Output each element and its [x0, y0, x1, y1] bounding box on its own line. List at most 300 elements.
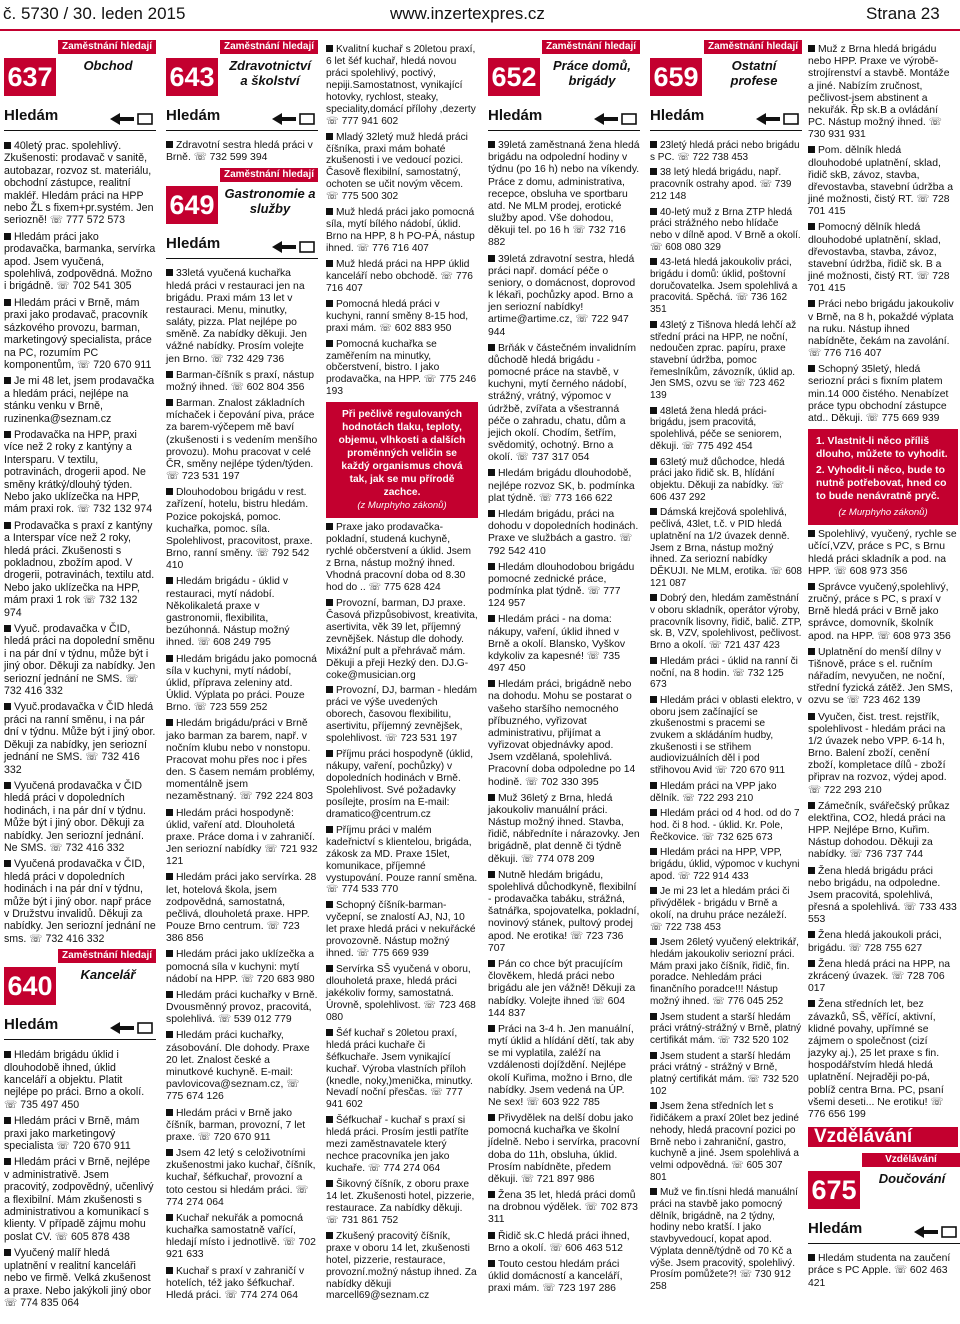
ad-list [166, 140, 318, 164]
classified-ad [326, 522, 478, 594]
murphy-tips [808, 429, 958, 525]
arrow-icon [108, 112, 154, 126]
ad-list [4, 140, 156, 945]
bullet-square-icon [4, 377, 11, 384]
classified-ad [488, 509, 640, 558]
bullet-square-icon [650, 141, 657, 148]
bullet-square-icon [4, 1051, 11, 1058]
classified-ad [650, 140, 802, 163]
classified-ad [808, 999, 958, 1121]
ad-text: Šéf kuchař s 20letou praxí, hledá práci kuchaře či šéfkuchaře. Jsem vynikající kuchař. Výroba vlastních příloh (knedle, noky,)menička, minutky. Nevadí noční přesčas. ☏ 777 941 602 [326, 1027, 473, 1111]
bullet-square-icon [808, 931, 815, 938]
section-rule [650, 130, 802, 131]
classified-ad [488, 140, 640, 250]
classified-ad [488, 614, 640, 675]
classified-ad [808, 222, 958, 295]
classified-ad [166, 1266, 318, 1303]
classified-ad [650, 1187, 802, 1292]
category-tab: Vzdělávání [862, 1153, 960, 1167]
bullet-square-icon [4, 142, 11, 149]
ad-text: Hledám práci v Brně jako číšník, barman, provozní, 7 let praxe. ☏ 720 670 911 [166, 1107, 306, 1143]
column-3 [326, 44, 478, 1306]
arrow-icon [270, 240, 316, 254]
ad-text: Hledám dlouhodobou brigádu pomocné zednické práce, podmínka plat týdně. ☏ 777 124 957 [488, 561, 635, 610]
ad-text: Muž hledá práci jako pomocná síla, mytí bílého nádobí, úklid. Brno na HPP, 8 h PO-PÁ, nástup ihned. ☏ 776 716 407 [326, 207, 475, 254]
ad-text: Řidič sk.C hledá práci ihned, Brno a okolí. ☏ 606 463 512 [488, 1230, 630, 1254]
classified-ad [4, 1115, 156, 1152]
classified-ad [166, 718, 318, 803]
ad-text: Příjmu práci hospodyně (úklid, nákupy, vaření, pochůzky) v dopoledních hodinách v Brně. Spolehlivost. Své požadavky posílejte, prosím na E-mail: dramatico@centrum.cz [326, 749, 474, 820]
tips-signature: (z Murphyho zákonů) [838, 507, 928, 519]
bullet-square-icon [326, 1232, 333, 1239]
classified-ad [650, 406, 802, 453]
bullet-square-icon [650, 938, 657, 945]
bullet-square-icon [326, 260, 333, 267]
ad-text: Schopný číšník-barman-vyčepní, se znalostí AJ, NJ, 10 let praxe hledá práci v nekuřácké provozovně. Nástup možný ihned. ☏ 775 669 939 [326, 900, 476, 960]
ad-text: Vyučená prodavačka v ČID hledá práci v dopoledních hodinách, i na pár dní v týdnu. Může být i jiný obor. Děkuji za nabídky. Jen seriozní jednání. Ne SMS. ☏ 732 416 332 [4, 779, 146, 854]
classified-ad [326, 1179, 478, 1227]
hledam-label: Hledám [4, 107, 59, 124]
classified-ad [326, 825, 478, 897]
ad-text: 63letý muž důchodce, hledá práci jako řidič sk. B, hlídání objektu. Děkuji za nabídky. ☏ 606 437 292 [650, 456, 785, 503]
ad-text: Vyučená prodavačka v ČID, hledá práci v dopoledních hodinách i na pár dní v týdnu, může být i jiný obor. např práce v Družstvu invalidů. Děkuji za nabídky. Jen seriozní jednání ne sms. ☏ 732 416 332 [4, 858, 156, 945]
bullet-square-icon [488, 960, 495, 967]
ad-text: Schopný 35letý, hledá seriozní práci s fixním platem min.14 000 čistého. Nenabízet práce typu obchodní zástupce atd.. Děkuji. ☏ 775 669 939 [808, 364, 949, 424]
section-number: 675 [808, 1171, 860, 1209]
ad-text: Hledám práci na HPP, VPP, brigádu, úklid, výpomoc v kuchyni apod. ☏ 722 914 433 [650, 847, 800, 882]
bullet-square-icon [166, 1149, 173, 1156]
classified-ad [650, 320, 802, 402]
bullet-square-icon [166, 809, 173, 816]
ad-text: Hledám práci - úklid na ranní či noční, na 8 hodin. ☏ 732 125 673 [650, 655, 798, 691]
classified-ad [488, 343, 640, 465]
bullet-square-icon [808, 45, 815, 52]
ad-text: Uplatnění do menší dílny v Tišnově, práce s el. ručním nářadím, nevyučen, ne noční, střední fyzická zátěž. Jen SMS, ozvu se ☏ 723 462 139 [808, 646, 953, 707]
classified-ad [650, 457, 802, 504]
ad-text: Pomocná hledá práci v kuchyni, ranní směny 8-15 hod, praxi mám. ☏ 602 883 950 [326, 298, 469, 334]
ad-list [650, 140, 802, 1293]
arrow-icon [912, 1225, 958, 1239]
hledam-label: Hledám [4, 1016, 59, 1034]
section-title: Gastronomie a služby [224, 186, 316, 217]
ad-text: Žena hledá brigádu práci nebo brigádu, na odpoledne. Jsem pracovitá, spolehlivá, přesná a spolehlivá. ☏ 733 433 553 [808, 865, 957, 926]
ad-text: Brňák v částečném invalidním důchodě hledá brigádu - pomocné práce na stavbě, v kuchyni, mytí černého nádobí, strážný, vrátný, výpomoc v údržbě, zvířata a všestranná péče o zahradu, chatu, dům a jejich okolí. Chodím, šetřím, svědomitý, ochotný. Brno a okolí. ☏ 737 317 054 [488, 342, 637, 464]
section-675-header [808, 1153, 958, 1247]
bullet-square-icon [166, 488, 173, 495]
ad-text: Dobrý den, hledám zaměstnání v oboru skladník, operátor výroby, pracovník lisovny, řidič, balič. ZTP, sk. B, VZV, spolehlivost, pečlivost. Brno a okolí. ☏ 721 437 423 [650, 593, 802, 652]
ad-text: Hledám práci, brigádně nebo na dohodu. Mohu se postarat o vašeho staršího nemocného příbuzného, vyřizovat administrativu, přijímat a vyřizovat objednávky apod. Jsem vzdělaná, spolehlivá. Pracovní doba odpoledne po 14 hodině. ☏ 702 330 395 [488, 679, 636, 788]
classified-ad [326, 749, 478, 821]
section-number: 649 [166, 186, 218, 224]
section-number: 640 [4, 967, 56, 1005]
bullet-square-icon [488, 141, 495, 148]
bullet-square-icon [650, 848, 657, 855]
bullet-square-icon [650, 657, 657, 664]
ad-text: Zámečník, svářečský průkaz elektřina, CO2, hledá práci na HPP. Nejlépe Brno, Kuřim. Nástup dohodou. Děkuji za nabídky. ☏ 736 737 744 [808, 800, 950, 861]
ad-text: Hledám práci na VPP jako dělník. ☏ 722 293 210 [650, 780, 777, 804]
ad-text: Nutně hledám brigádu, spolehlivá důchodkyně, flexibilní - prodavačka tabáku, strážná, šatnářka, spojovatelka, pokladní, novinový stánek, pultový prodej apod. Ne erotika! ☏ 723 736 707 [488, 869, 640, 954]
section-637-header [4, 40, 156, 134]
bullet-square-icon [488, 1025, 495, 1032]
ad-text: Kuchař s praxí v zahraničí v hotelích, též jako šéfkuchař. Hledá práci. ☏ 774 274 064 [166, 1265, 305, 1301]
classified-ad [326, 1115, 478, 1175]
bullet-square-icon [4, 782, 11, 789]
ad-text: 23letý hledá práci nebo brigádu s PC. ☏ 722 738 453 [650, 140, 800, 163]
classified-ad [326, 900, 478, 960]
bullet-square-icon [808, 365, 815, 372]
ad-text: Jsem žena středních let s řidičákem a praxí 20let bez jediné nehody, hledá pracovní pozici po Brně nebo i zahraniční, gastro, kuchyně a jiné. Jsem spolehlivá a velmi odpovědná. ☏ 605 307 801 [650, 1101, 799, 1183]
header-rule [0, 29, 960, 31]
ad-text: Přivydělek na delší dobu jako pomocná kuchařka ve školní jídelně. Nebo i servírka, pracovní doba do 11h, obsluha, úklid. Prosím nabídněte, předem děkuji. ☏ 721 897 986 [488, 1113, 640, 1185]
bullet-square-icon [326, 901, 333, 908]
arrow-icon [108, 1021, 154, 1035]
bullet-square-icon [650, 696, 657, 703]
ad-text: Servírka SŠ vyučená v oboru, dlouholetá praxe, hledá práci jakékoliv formy, samostatná. Úrovně, spolehlivost. ☏ 723 468 080 [326, 964, 476, 1023]
ad-text: Vyuč. prodavačka v ČID, hledá práci na dopolední směnu i na pár dní v týdnu, může být i jiný obor. Děkuji za nabídky. Jen seriozní jednání ne SMS. ☏ 732 416 332 [4, 623, 156, 698]
bullet-square-icon [808, 1000, 815, 1007]
section-title: Obchod [83, 58, 133, 73]
tip-item: 2. Vyhodit-li něco, bude to nutně potřebovat, hned co to bude nenávratně pryč. [816, 465, 947, 503]
classified-ad [650, 167, 802, 202]
issue-info: č. 5730 / 30. leden 2015 [3, 4, 186, 23]
classified-ad [4, 1156, 156, 1243]
classified-ad [488, 870, 640, 955]
bullet-square-icon [488, 1260, 495, 1267]
classified-ad [166, 872, 318, 945]
classified-ad [488, 468, 640, 505]
bullet-square-icon [4, 703, 11, 710]
classified-ad [808, 299, 958, 360]
ad-text: Hledám práci kuchařky v Brně. Dvousměnný provoz, pracovitá, spolehlivá. ☏ 539 012 779 [166, 989, 318, 1026]
classified-ad [808, 647, 958, 708]
bullet-square-icon [488, 563, 495, 570]
classified-ad [166, 370, 318, 394]
section-640-header [4, 949, 156, 1043]
classified-ad [650, 507, 802, 589]
classified-ad [650, 207, 802, 254]
bullet-square-icon [808, 713, 815, 720]
classified-ad [808, 712, 958, 797]
bullet-square-icon [326, 45, 333, 52]
classified-ad [166, 1108, 318, 1145]
classified-ad [808, 582, 958, 643]
bullet-square-icon [4, 431, 11, 438]
ad-text: Kuchař nekuřák a pomocná kuchařka samostatně vařící, hledají místo i jednotlivě. ☏ 702 921 633 [166, 1212, 316, 1261]
ad-text: 39letá zdravotní sestra, hledá práci např. domácí péče o seniory, o domácnost, doprovod k lékaři, pochůzky apod. Brno a jen seriozní nabídky! artime@artime.cz, ☏ 722 947 944 [488, 253, 636, 338]
bullet-square-icon [166, 1214, 173, 1221]
bullet-square-icon [650, 809, 657, 816]
ad-list [488, 140, 640, 1295]
bullet-square-icon [326, 750, 333, 757]
classified-ad [4, 520, 156, 619]
bullet-square-icon [166, 577, 173, 584]
classified-ad [650, 1101, 802, 1183]
bullet-square-icon [808, 530, 815, 537]
ad-text: 38 letý hledá brigádu, např. pracovník ostrahy apod. ☏ 739 212 148 [650, 167, 792, 202]
classified-ad [650, 593, 802, 652]
ad-text: Jsem 42 letý s celoživotními zkušenostmi jako kuchař, číšník, kuchař, šéfkuchař, provozní a toto cestou si hledám práci. ☏ 774 274 064 [166, 1148, 316, 1208]
hledam-label: Hledám [166, 235, 221, 253]
bullet-square-icon [488, 871, 495, 878]
ad-text: Prodavačka s praxí z kantýny a Interspar více než 2 roky, hledá práci. Zkušenosti s pokladnou, zbožím apod. V drogerii, potravinách, textilu atd. Nebo jako uklízečka na HPP, mám praxi 1 rok ☏ 732 132 974 [4, 519, 155, 619]
bullet-square-icon [326, 1116, 333, 1123]
bullet-square-icon [326, 133, 333, 140]
bullet-square-icon [4, 1249, 11, 1256]
classified-ad [4, 1049, 156, 1111]
classified-ad [650, 886, 802, 933]
ad-text: Mladý 32letý muž hledá práci číšníka, praxi mám bohaté zkušenosti i ve vedoucí pozici. Časově flexibilní, samostatný, ochoten se učit novým věcem. ☏ 775 500 302 [326, 131, 468, 203]
ad-text: Hledám práci kuchařky, zásobování. Dle dohody. Praxe 20 let. Znalost české a minutkové kuchyně. E-mail: pavlovicova@seznam.cz, ☏ 775 674 126 [166, 1030, 310, 1103]
section-rule [4, 1039, 156, 1040]
ad-list [808, 529, 958, 1121]
ad-text: Je mi 48 let, jsem prodavačka a hledám práci, nejlépe na stánku venku v Brně, ruzinenka@seznam.cz [4, 375, 155, 425]
section-title: Práce domů, brigády [552, 58, 632, 88]
column-2 [166, 40, 318, 1306]
ad-text: Jsem student a starší hledám práci vrátný - strážný v Brně, platný certifikát mám. ☏ 732 520 102 [650, 1050, 799, 1097]
classified-ad [4, 780, 156, 854]
ad-text: Hledám brigádu jako pomocná síla v kuchyni, mytí nádobí, úklid, příprava zeleniny atd. Úklid. Výplata po práci. Pouze Brno. ☏ 723 559 252 [166, 653, 317, 714]
classified-ad [166, 1030, 318, 1103]
bullet-square-icon [326, 826, 333, 833]
bullet-square-icon [166, 655, 173, 662]
ad-text: Spolehlivý, vyučený, rychle se učící,VZV, práce s PC, s Brnu hledá práci skladník a pod. na HPP. ☏ 608 973 356 [808, 529, 957, 577]
bullet-square-icon [650, 594, 657, 601]
classified-ad [808, 866, 958, 927]
classified-ad [166, 654, 318, 715]
classified-ad [488, 1190, 640, 1227]
arrow-icon [592, 112, 638, 126]
ad-list [166, 268, 318, 1302]
bullet-square-icon [326, 1029, 333, 1036]
category-tab: Zaměstnání hledají [704, 40, 802, 54]
bullet-square-icon [326, 599, 333, 606]
bullet-square-icon [326, 208, 333, 215]
section-659-header [650, 40, 802, 134]
classified-ad [808, 930, 958, 954]
ad-text: Práci na 3-4 h. Jen manuální, mytí úklid a hlídání dětí, tak aby se mi vyplatila, zaléží na vzdálenosti dojíždění. Nejlépe okolí Kuřima, možno i Brno, dle nabídky. Jsem vedená na ÚP. Ne sex! ☏ 603 922 785 [488, 1023, 635, 1108]
bullet-square-icon [326, 523, 333, 530]
section-title: Ostatní profese [730, 58, 778, 88]
category-tab: Zaměstnání hledají [220, 168, 318, 182]
ad-text: Žena 35 let, hledá práci domů na drobnou výdělek. ☏ 702 873 311 [488, 1190, 638, 1226]
ad-text: Příjmu práci v malém kadeřnictví s klientelou, brigáda, zákosk za MD. Praxe 15let, komunikace, příjemné vystupování. Pouze ranní směna. ☏ 774 533 770 [326, 824, 478, 896]
bullet-square-icon [650, 258, 657, 265]
classified-ad [166, 949, 318, 986]
classified-ad [166, 990, 318, 1027]
classified-ad [650, 1012, 802, 1047]
bullet-square-icon [650, 321, 657, 328]
ad-text: 39letá zaměstnaná žena hledá brigádu na odpolední hodiny v týdnu (po 16 h) nebo na víkendy. Práce z domu, administrativa, recepce, obsluha ve sportbaru atd. Ne MLM prodej, erotické služby apod. Vše dohodou, děkuji tel. po 16 h ☏ 732 716 882 [488, 140, 640, 249]
ad-text: Hledám práci jako servírka. 28 let, hotelová škola, jsem zodpovědná, samostatná, pečlivá, dlouholetá praxe. HPP. Pouze Brno centrum. ☏ 723 386 856 [166, 872, 317, 945]
bullet-square-icon [326, 965, 333, 972]
bullet-square-icon [326, 300, 333, 307]
ad-text: Vyučen, čist. trest. rejstřík, spolehlivost - hledám práci na 1/2 úvazek nebo VPP. 6-14 h, Brno. Balení zboží, cenění zboží, kompletace dílů - zboží připrav na rozvoz, výdej apod. ☏ 722 293 210 [808, 711, 947, 796]
section-title: Doučování [878, 1171, 946, 1187]
bullet-square-icon [166, 950, 173, 957]
bullet-square-icon [166, 141, 173, 148]
bullet-square-icon [488, 255, 495, 262]
classified-ad [808, 529, 958, 578]
bullet-square-icon [488, 615, 495, 622]
classified-ad [4, 701, 156, 775]
ad-text: Jsem 26letý vyučený elektrikář, hledám jakoukoliv seriozní práci. Mám praxi jako číšník, řidič, fin. poradce. Nehledám práci finančního poradce!!! Nástup možný ihned. ☏ 776 045 252 [650, 937, 799, 1007]
section-number: 659 [650, 58, 702, 96]
bullet-square-icon [808, 867, 815, 874]
ad-text: Muž ve fin.tísni hledá manuální práci na stavbě jako pomocný dělník, brigádně, na 2 týdny, hodiny nebo kratší. I jako stavbyvedoucí, kopat apod. Výplata denně/týdně od 70 Kč a výše. Jsem pracovitý, spolehlivý. Prosím pomůžete?! ☏ 730 912 258 [650, 1187, 798, 1292]
category-heading: Vzdělávání [808, 1127, 958, 1147]
classified-ad [326, 964, 478, 1024]
ad-text: Hledám studenta na zaučení práce s PC Apple. ☏ 602 463 421 [808, 1253, 951, 1289]
ad-text: Hledám brigádu úklid i dlouhodobě ihned, úklid kanceláří a objektu. Platit nejlépe po práci. Brno a okolí. ☏ 735 497 450 [4, 1049, 145, 1111]
bullet-square-icon [488, 344, 495, 351]
column-4 [488, 40, 640, 1299]
ad-text: Barman-číšník s praxí, nástup možný ihned. ☏ 602 804 356 [166, 369, 315, 393]
classified-ad [166, 576, 318, 649]
bullet-square-icon [650, 508, 657, 515]
bullet-square-icon [4, 233, 11, 240]
classified-ad [488, 254, 640, 339]
classified-ad [4, 140, 156, 227]
classified-ad [326, 299, 478, 335]
bullet-square-icon [4, 299, 11, 306]
classified-ad [166, 140, 318, 164]
ad-text: Barman. Znalost základních míchaček i čepování piva, práce za barem-výčepem mě baví (zkušenosti i s vedením menšího provozu). Mohu pracovat v celé ČR, směny nejlépe týden/týden. ☏ 723 531 197 [166, 398, 318, 483]
classified-ad [326, 207, 478, 255]
bullet-square-icon [166, 269, 173, 276]
bullet-square-icon [808, 1254, 815, 1261]
ad-text: Pomocná kuchařka se zaměřením na minutky, občerstvení, bistro. I jako prodavačka, na HPP. ☏ 775 246 193 [326, 338, 477, 398]
classified-ad [4, 375, 156, 425]
murphy-notice [326, 402, 478, 518]
ad-text: 48letá žena hledá práci-brigádu, jsem pracovitá, spolehlivá, péče se seniorem, děkuji. ☏ 775 492 454 [650, 405, 782, 452]
ad-text: Hledám práci v Brně, mám praxi jako prodavač, pracovník sázkového provozu, barman, marketingový specialista, práce na PC, rozumím PC komponentům, ☏ 720 670 911 [4, 296, 152, 371]
classified-ad [650, 847, 802, 882]
ad-text: Pom. dělník hledá dlouhodobé uplatnění, sklad, řidič skB, závoz, stavba, dřevostavba, stavební údržba a jiné možnosti, čistý RT. ☏ 728 701 415 [808, 145, 953, 218]
ad-text: Dlouhodobou brigádu v rest. zařízení, hotelu, bistru hledám. Pozice pokojská, pomoc. kuchařka, pomoc. síla. Spolehlivost, pracovitost, praxe. Brno, ranní směny. ☏ 792 542 410 [166, 487, 313, 572]
bullet-square-icon [488, 1232, 495, 1239]
classified-ad [326, 339, 478, 399]
classified-ad [4, 231, 156, 293]
ad-text: Vyuč.prodavačka v ČID hledá práci na ranní směnu, i na pár dní v týdnu. Může být i jiný obor. Děkuji za nabídky, jen seriozní jednání ne SMS. ☏ 732 416 332 [4, 701, 156, 776]
section-title: Zdravotnictví a školství [229, 58, 311, 88]
classified-ad [488, 1113, 640, 1186]
ad-text: Hledám práci v oblasti elektro, v oboru jsem začínající se zkušenostmi s pracemi se zvukem a skládáním hudby, zkušenosti i se střihem audiovizuálních děl i pod střihovou Avid ☏ 720 670 911 [650, 694, 802, 777]
arrow-icon [754, 112, 800, 126]
ad-text: Hledám práci jako uklízečka a pomocná síla v kuchyni: mytí nádobí na HPP. ☏ 720 683 980 [166, 949, 315, 985]
site-link[interactable]: www.inzertexpres.cz [390, 4, 545, 23]
ad-text: Práci nebo brigádu jakoukoliv v Brně, na 8 h, pokaždé výplata na ruku. Nástup ihned nabídněte, čekám na zavolání. ☏ 776 716 407 [808, 299, 954, 360]
classified-ad [650, 656, 802, 691]
bullet-square-icon [488, 469, 495, 476]
ad-text: Hledám práci jako prodavačka, barmanka, servírka apod. Jsem vyučená, spolehlivá, zodpovědná. Možno i brigádně. ☏ 702 541 305 [4, 230, 156, 293]
ad-text: 33letá vyučená kuchařka hledá práci v restauraci jen na brigádu. Praxi mám 13 let v restauraci. Menu, minutky, saláty, pizza. Plat nejlépe po směně. Za nabídky děkuji. Jen vážné nabídky. Prosím volejte jen Brno. ☏ 732 429 736 [166, 268, 307, 365]
classified-ad [166, 487, 318, 572]
ad-text: Správce vyučený,spolehlivý, zručný, práce s PC, s praxí v Brně hledá práci v Brně jako správce, domovník, školník apod. na HPP. ☏ 608 973 356 [808, 581, 951, 642]
category-tab: Zaměstnání hledají [220, 40, 318, 54]
bullet-square-icon [650, 407, 657, 414]
ad-text: Hledám brigádu - úklid v restauraci, mytí nádobí. Několikaletá praxe v gastronomii, flexibilita, bezúhonná. Nástup možný ihned. ☏ 608 249 795 [166, 576, 290, 649]
ad-text: Hledám práci v Brně, nejlépe v administrativě. Jsem pracovitý, zodpovědný, učenlivý a flexibilní. Mám zkušenosti s administrativou a komunikací s klienty. V případě zájmu mohu poslat CV. ☏ 605 878 438 [4, 1156, 154, 1243]
page-header [0, 0, 960, 28]
page-number: Strana 23 [866, 4, 940, 23]
ad-text: Je mi 23 let a hledám práci či přivýdělek - brigádu v Brně a okolí, na druhu práce nezáleží. ☏ 722 738 453 [650, 886, 790, 933]
classified-ad [326, 685, 478, 745]
ad-text: Pán co chce být pracujícím člověkem, hledá práci nebo brigádu ale jen vážně! Děkuji za nabídky. Volejte ihned ☏ 604 144 837 [488, 959, 636, 1019]
ad-text: Prodavačka na HPP, praxi více než 2 roky z kantýny a Intersparu. V textilu, potravinách, drogerii apod. Ne směny krátký/dlouhý týden. Nebo jako uklízečka na HPP, mám praxi rok. ☏ 732 132 974 [4, 428, 153, 516]
section-rule [488, 130, 640, 131]
bullet-square-icon [808, 300, 815, 307]
bullet-square-icon [488, 680, 495, 687]
category-tab: Zaměstnání hledají [58, 949, 156, 963]
bullet-square-icon [166, 991, 173, 998]
bullet-square-icon [4, 1158, 11, 1165]
ad-text: Kvalitní kuchař s 20letou praxí, 6 let šéf kuchař, hledá novou práci spolehlivý, poctivý, nepiji.Samostatnost, vynikající hotovky, rychlost, steaky, speciality,domácí přílohy ,dezerty ☏ 777 941 602 [326, 44, 476, 127]
ad-list [326, 522, 478, 1302]
ad-text: Hledám práci v Brně, mám praxi jako marketingový specialista ☏ 720 670 911 [4, 1115, 140, 1153]
classified-ad [808, 1253, 958, 1290]
ad-text: 40-letý muž z Brna ZTP hledá práci strážného nebo hlídače nebo v dílně apod. V Brně a okolí. ☏ 608 080 329 [650, 206, 801, 253]
bullet-square-icon [166, 873, 173, 880]
classified-ad [650, 695, 802, 777]
ad-text: Zkušený pracovitý číšník, praxe v oboru 14 let, zkušenosti hotel, pizzerie, restaurace, provozní.možný nástup ihned. Za nabídky děkuji marcell69@seznam.cz [326, 1230, 477, 1302]
bullet-square-icon [4, 860, 11, 867]
ad-text: Hledám brigádu, práci na dohodu v dopoledních hodinách. Praxe ve službách a gastro. ☏ 792 542 410 [488, 508, 639, 557]
ad-text: 43-letá hledá jakoukoliv práci, brigádu i domů: úklid, poštovní doručovatelka. Jsem spolehlivá a pracovitá. Spěchá. ☏ 736 162 351 [650, 257, 798, 316]
ad-text: 40letý prac. spolehlivý. Zkušenosti: prodavač v sanitě, autobazar, rozvoz st. materiálu, obchodní zástupce, realitní makléř. Hledám práci na HPP nebo ŽL s fixem+pr.systém. Jen seriozně! ☏ 777 572 573 [4, 140, 154, 227]
ad-text: Žena hledá práci na HPP, na zkrácený úvazek. ☏ 728 706 017 [808, 958, 951, 995]
ad-text: Muž hledá práci na HPP úklid kanceláří nebo obchodě. ☏ 776 716 407 [326, 258, 473, 294]
ad-text: Hledám brigádu/práci v Brně jako barman za barem, např. v nočním klubu nebo v nonstopu. Pracovat mohu přes noc i přes den. S časem nemám problémy, momentálně jsem nezaměstnaný. ☏ 792 224 803 [166, 718, 315, 803]
classified-ad [166, 1148, 318, 1209]
ad-text: Vyučený malíř hledá uplatnění v realitní kanceláři nebo ve firmě. Velká zkušenost a praxe. Nebo jakýkoli jiný obor ☏ 774 835 064 [4, 1247, 152, 1309]
bullet-square-icon [4, 1117, 11, 1124]
bullet-square-icon [488, 794, 495, 801]
bullet-square-icon [808, 960, 815, 967]
ad-text: Žena středních let, bez závazků, SŠ, věřící, aktivní, klidné povahy, upřímné se zájmem o společnost (cizí jazyky aj.), 25 let praxe s fin. hospodářstvím hledá hledá uplatnění. Nejraději po-pá, poblíž centra Brna. PC, psaní všemi deseti... Ne erotiku! ☏ 776 656 199 [808, 999, 944, 1120]
ad-text: Hledám práci od 4 hod. od do 7 hod. či 8 hod. - úklid. Kr. Pole, Řečkovice. ☏ 732 625 673 [650, 808, 800, 843]
classified-ad [326, 259, 478, 295]
classified-ad [808, 145, 958, 218]
classified-ad [326, 132, 478, 204]
bullet-square-icon [808, 146, 815, 153]
hledam-label: Hledám [166, 107, 221, 124]
ad-text: 43letý z Tišnova hledá lehčí až střední práci na HPP, ne noční, nedoučen zprac. papíru, praxe stavební údržba, pomoc řemeslníkům, závozník, úklid ap. Jen SMS, ozvu se ☏ 723 462 139 [650, 319, 797, 402]
classified-ad [488, 562, 640, 611]
ad-text: Hledám práci hospodyně: úklid, vaření atd. Dlouholetá praxe. Práce doma i v zahraničí. Jen seriozní nabídky ☏ 721 932 121 [166, 807, 318, 868]
section-643-header [166, 40, 318, 134]
section-649-header [166, 168, 318, 262]
classified-ad [650, 937, 802, 1007]
section-number: 643 [166, 58, 218, 96]
bullet-square-icon [650, 782, 657, 789]
classified-ad [166, 808, 318, 869]
ad-text: Provozní, DJ, barman - hledám práci ve výše uvedených oborech, časovou flexibilitu, asertivitu, příjemný zevnějšek, spolehlivost. ☏ 723 531 197 [326, 685, 477, 745]
classified-ad [4, 429, 156, 516]
category-tab: Zaměstnání hledají [542, 40, 640, 54]
classified-ad [4, 858, 156, 945]
classified-ad [488, 1259, 640, 1296]
tip-item: 1. Vlastnit-li něco příliš dlouho, můžete to vyhodit. [816, 436, 948, 461]
classified-ad [488, 679, 640, 789]
bullet-square-icon [4, 522, 11, 529]
classified-ad [650, 781, 802, 804]
bullet-square-icon [166, 1109, 173, 1116]
bullet-square-icon [650, 887, 657, 894]
ad-list [808, 1253, 958, 1290]
classified-ad [4, 623, 156, 697]
ad-list [808, 44, 958, 425]
ad-list [4, 1049, 156, 1309]
